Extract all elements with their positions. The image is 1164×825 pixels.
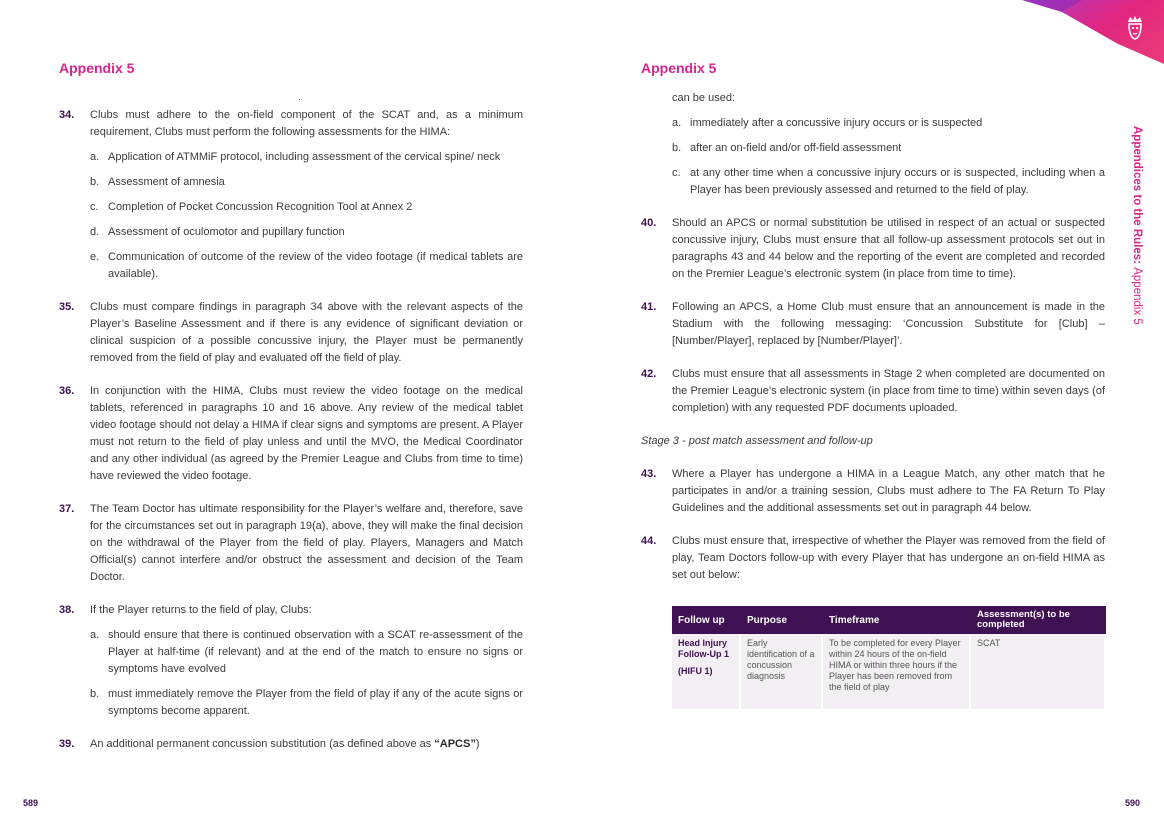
paragraph-39 xyxy=(59,736,523,753)
right-column xyxy=(641,90,1105,584)
paragraph-42 xyxy=(641,366,1105,417)
paragraph-text: If the Player returns to the field of play, Clubs: xyxy=(90,604,312,616)
column-header: Follow up xyxy=(672,606,740,634)
paragraph-44 xyxy=(641,533,1105,584)
paragraph-number: 35. xyxy=(59,301,75,313)
list-item: a. immediately after a concussive injury occurs or is suspected xyxy=(672,117,983,129)
paragraph-number: 36. xyxy=(59,385,75,397)
paragraph-43 xyxy=(641,466,1105,517)
list-item: c. Completion of Pocket Concussion Recognition Tool at Annex 2 xyxy=(90,201,413,213)
paragraph-number: 42. xyxy=(641,368,657,380)
right-page-title: Appendix 5 xyxy=(641,60,717,76)
list-item: e. Communication of outcome of the review of the video footage (if medical tablets are available). xyxy=(90,251,523,280)
paragraph-text: Following an APCS, a Home Club must ensure that an announcement is made in the Stadium with the following messaging: ‘Concussion Substitute for [Club] – [Number/Player], replaced by [Number/Player]’. xyxy=(672,301,1105,347)
column-header: Purpose xyxy=(740,606,822,634)
paragraph-35 xyxy=(59,299,523,367)
side-section-label: Appendices to the Rules: Appendix 5 xyxy=(1131,126,1143,325)
paragraph-number: 43. xyxy=(641,468,657,480)
table-row xyxy=(672,634,1105,709)
paragraph-text: Where a Player has undergone a HIMA in a League Match, any other match that he participates in and/or a training session, Clubs must adhere to The FA Return To Play Guidelines and the additional assessments set out in paragraph 44 below. xyxy=(672,468,1105,514)
list-item: b. after an on-field and/or off-field assessment xyxy=(672,142,902,154)
table-cell: Head Injury Follow-Up 1 (HIFU 1) xyxy=(672,634,740,709)
table-cell: Early identification of a concussion diagnosis xyxy=(740,634,822,709)
paragraph-number: 41. xyxy=(641,301,657,313)
left-column xyxy=(59,107,523,753)
paragraph-text: Should an APCS or normal substitution be utilised in respect of an actual or suspected concussive injury, Clubs must ensure that all follow-up assessment protocols set out in paragraphs 43 and 44 below and the reporting of the event are completed and recorded on the Premier League’s electronic system (in place from time to time). xyxy=(672,217,1105,280)
table-cell: SCAT xyxy=(970,634,1105,709)
paragraph-38 xyxy=(59,602,523,720)
paragraph-34 xyxy=(59,107,523,283)
paragraph-text: In conjunction with the HIMA, Clubs must review the video footage on the medical tablets, referenced in paragraphs 10 and 16 above. Any review of the medical tablet video footage should not delay a HIMA if clear signs and symptoms are present. A Player must not return to the field of play unless and until the MVO, the Medical Coordinator and any other individual (as agreed by the Premier League and Clubs from time to time) have reviewed the video footage. xyxy=(90,385,523,482)
table-header-row xyxy=(672,606,1105,634)
paragraph-36 xyxy=(59,383,523,485)
column-header: Assessment(s) to be completed xyxy=(970,606,1105,634)
paragraph-text: An additional permanent concussion substitution (as defined above as “APCS”) xyxy=(90,738,480,750)
paragraph-37 xyxy=(59,501,523,586)
stage-3-heading: Stage 3 - post match assessment and follow-up xyxy=(641,435,873,447)
paragraph-number: 44. xyxy=(641,535,657,547)
list-item: a. should ensure that there is continued observation with a SCAT re-assessment of the Player at half-time (if relevant) and at the end of the match to ensure no signs or symptoms have evolved xyxy=(90,629,523,675)
continued-text: can be used: xyxy=(672,92,735,104)
list-item: a. Application of ATMMiF protocol, including assessment of the cervical spine/ neck xyxy=(90,151,501,163)
left-page-title: Appendix 5 xyxy=(59,60,135,76)
lion-crest-icon xyxy=(1120,12,1150,42)
paragraph-number: 39. xyxy=(59,738,75,750)
page-number-right: 590 xyxy=(1125,798,1141,808)
paragraph-40 xyxy=(641,215,1105,283)
paragraph-number: 38. xyxy=(59,604,75,616)
list-item: d. Assessment of oculomotor and pupillary function xyxy=(90,226,345,238)
paragraph-text: Clubs must compare findings in paragraph 34 above with the relevant aspects of the Player’s Baseline Assessment and if there is any evidence of significant deviation or clinical suspicion of a possible concussive injury, the Player must be permanently removed from the field of play and evaluated off the field of play. xyxy=(90,301,523,364)
paragraph-number: 40. xyxy=(641,217,657,229)
paragraph-text: Clubs must ensure that all assessments in Stage 2 when completed are documented on the Premier League’s electronic system (in place from time to time) within seven days (of completion) with any requested PDF documents uploaded. xyxy=(672,368,1105,414)
table-cell: To be completed for every Player within 24 hours of the on-field HIMA or within three hours if the Player has been removed from the field of play xyxy=(822,634,970,709)
paragraph-number: 37. xyxy=(59,503,75,515)
paragraph-number: 34. xyxy=(59,109,75,121)
stray-mark xyxy=(299,99,300,100)
paragraph-text: Clubs must adhere to the on-field component of the SCAT and, as a minimum requirement, Clubs must perform the following assessments for the HIMA: xyxy=(90,109,523,138)
page-number-left: 589 xyxy=(23,798,39,808)
paragraph-text: The Team Doctor has ultimate responsibility for the Player’s welfare and, therefore, save for the circumstances set out in paragraph 19(a), above, they will make the final decision on the withdrawal of the Player from the field of play. Players, Managers and Match Official(s) cannot interfere and/or obstruct the assessment and decision of the Team Doctor. xyxy=(90,503,523,583)
column-header: Timeframe xyxy=(822,606,970,634)
list-item: c. at any other time when a concussive injury occurs or is suspected, including when a Player has been previously assessed and returned to the field of play. xyxy=(672,167,1105,196)
paragraph-text: Clubs must ensure that, irrespective of whether the Player was removed from the field of play, Team Doctors follow-up with every Player that has undergone an on-field HIMA as set out below: xyxy=(672,535,1105,581)
list-item: b. must immediately remove the Player from the field of play if any of the acute signs or symptoms become apparent. xyxy=(90,688,523,717)
paragraph-41 xyxy=(641,299,1105,350)
follow-up-table xyxy=(672,606,1106,709)
list-item: b. Assessment of amnesia xyxy=(90,176,225,188)
